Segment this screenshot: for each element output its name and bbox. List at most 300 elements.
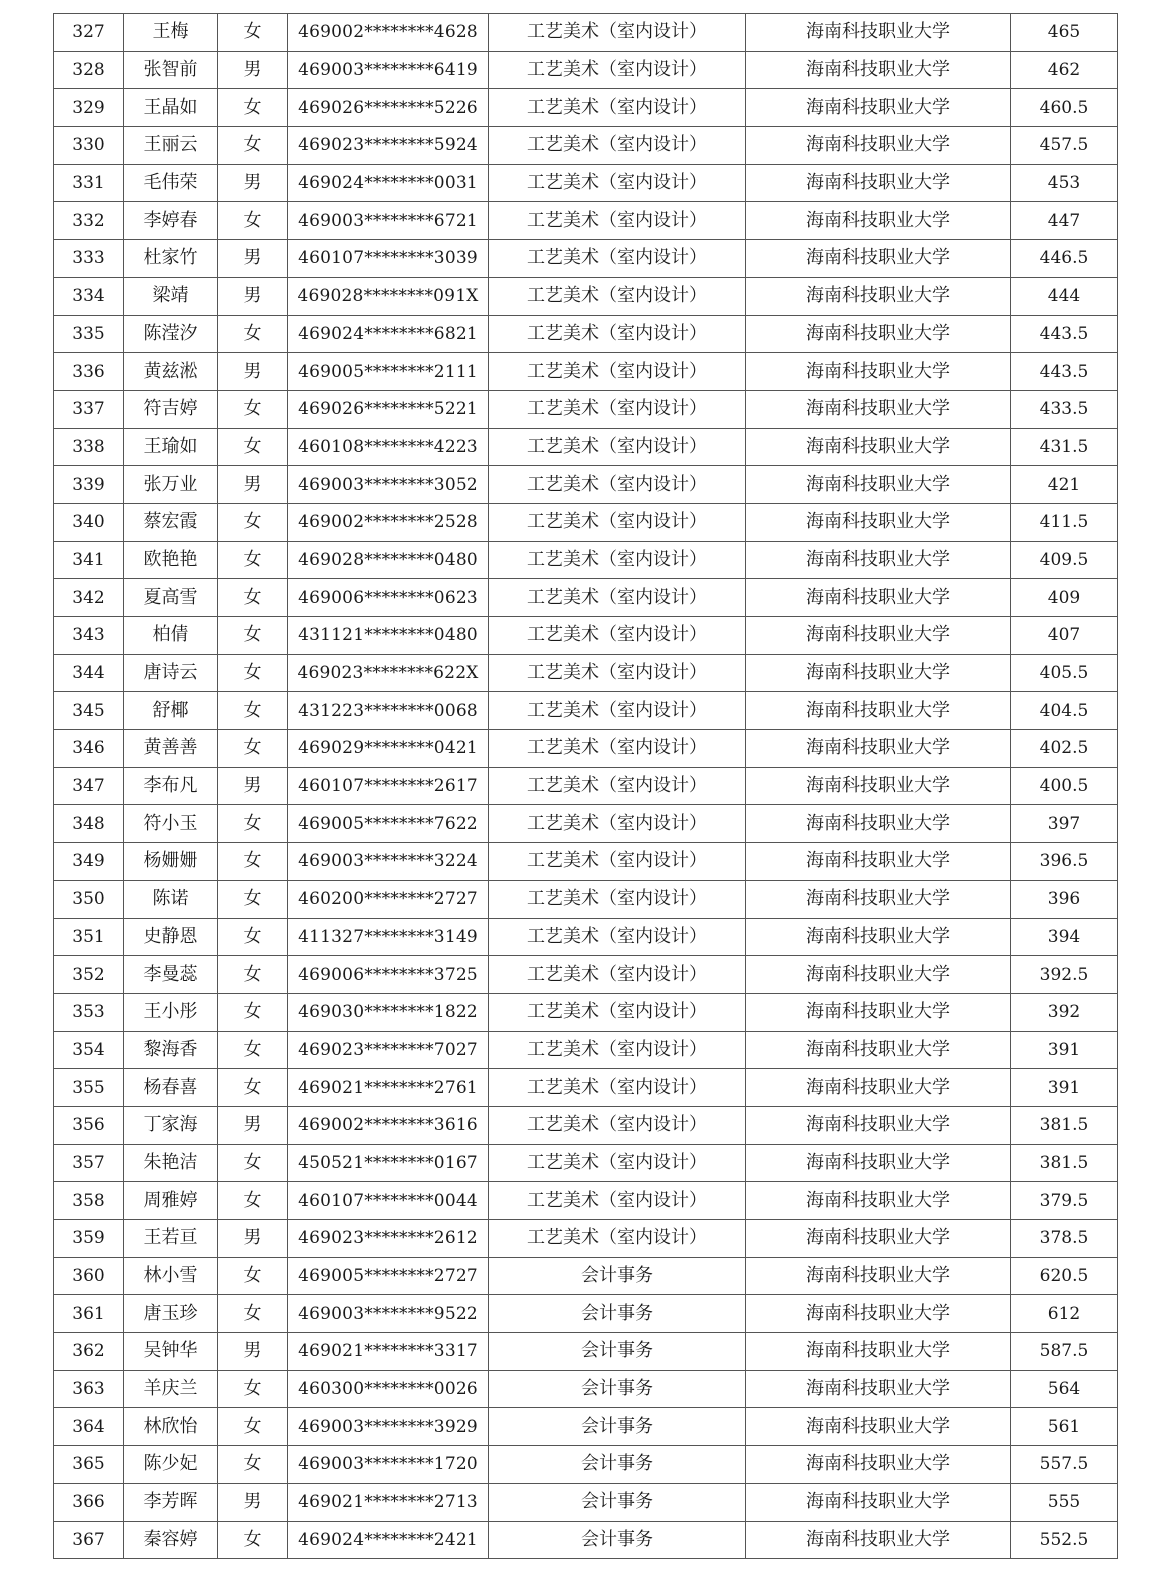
name-cell: 羊庆兰 [124,1370,218,1408]
school-cell: 海南科技职业大学 [746,1031,1011,1069]
name-cell: 王小彤 [124,993,218,1031]
gender-cell: 男 [218,1220,288,1258]
school-cell: 海南科技职业大学 [746,503,1011,541]
score-cell: 465 [1011,14,1118,52]
school-cell: 海南科技职业大学 [746,1370,1011,1408]
major-cell: 工艺美术（室内设计） [489,390,746,428]
major-cell: 工艺美术（室内设计） [489,617,746,655]
row-number-cell: 336 [54,353,124,391]
id-number-cell: 460108********4223 [288,428,489,466]
school-cell: 海南科技职业大学 [746,390,1011,428]
row-number-cell: 331 [54,164,124,202]
major-cell: 工艺美术（室内设计） [489,654,746,692]
name-cell: 周雅婷 [124,1182,218,1220]
id-number-cell: 469029********0421 [288,730,489,768]
score-cell: 446.5 [1011,240,1118,278]
id-number-cell: 469024********0031 [288,164,489,202]
table-row [54,466,1118,504]
id-number-cell: 469023********622X [288,654,489,692]
row-number-cell: 333 [54,240,124,278]
school-cell: 海南科技职业大学 [746,1220,1011,1258]
score-cell: 421 [1011,466,1118,504]
score-cell: 391 [1011,1069,1118,1107]
school-cell: 海南科技职业大学 [746,956,1011,994]
name-cell: 张智前 [124,51,218,89]
row-number-cell: 328 [54,51,124,89]
row-number-cell: 346 [54,730,124,768]
id-number-cell: 469023********7027 [288,1031,489,1069]
gender-cell: 女 [218,1521,288,1559]
gender-cell: 女 [218,127,288,165]
row-number-cell: 367 [54,1521,124,1559]
table-row [54,1182,1118,1220]
score-cell: 407 [1011,617,1118,655]
school-cell: 海南科技职业大学 [746,428,1011,466]
table-row [54,1333,1118,1371]
score-cell: 378.5 [1011,1220,1118,1258]
row-number-cell: 330 [54,127,124,165]
score-cell: 462 [1011,51,1118,89]
major-cell: 工艺美术（室内设计） [489,353,746,391]
id-number-cell: 469005********7622 [288,805,489,843]
row-number-cell: 337 [54,390,124,428]
gender-cell: 男 [218,51,288,89]
score-cell: 612 [1011,1295,1118,1333]
school-cell: 海南科技职业大学 [746,315,1011,353]
name-cell: 陈少妃 [124,1446,218,1484]
name-cell: 李芳晖 [124,1483,218,1521]
gender-cell: 女 [218,1144,288,1182]
gender-cell: 女 [218,730,288,768]
name-cell: 林欣怡 [124,1408,218,1446]
id-number-cell: 469002********3616 [288,1106,489,1144]
school-cell: 海南科技职业大学 [746,277,1011,315]
id-number-cell: 469021********2713 [288,1483,489,1521]
gender-cell: 男 [218,164,288,202]
school-cell: 海南科技职业大学 [746,51,1011,89]
gender-cell: 女 [218,1295,288,1333]
row-number-cell: 339 [54,466,124,504]
score-cell: 552.5 [1011,1521,1118,1559]
table-body [54,14,1118,1559]
score-cell: 381.5 [1011,1144,1118,1182]
name-cell: 欧艳艳 [124,541,218,579]
school-cell: 海南科技职业大学 [746,14,1011,52]
score-cell: 397 [1011,805,1118,843]
score-cell: 557.5 [1011,1446,1118,1484]
name-cell: 符吉婷 [124,390,218,428]
score-cell: 404.5 [1011,692,1118,730]
id-number-cell: 411327********3149 [288,918,489,956]
major-cell: 工艺美术（室内设计） [489,956,746,994]
id-number-cell: 469024********2421 [288,1521,489,1559]
name-cell: 张万业 [124,466,218,504]
gender-cell: 女 [218,541,288,579]
major-cell: 工艺美术（室内设计） [489,805,746,843]
id-number-cell: 469006********0623 [288,579,489,617]
gender-cell: 男 [218,466,288,504]
score-cell: 620.5 [1011,1257,1118,1295]
name-cell: 陈诺 [124,880,218,918]
name-cell: 杜家竹 [124,240,218,278]
major-cell: 工艺美术（室内设计） [489,541,746,579]
major-cell: 会计事务 [489,1257,746,1295]
gender-cell: 女 [218,805,288,843]
name-cell: 唐诗云 [124,654,218,692]
table-row [54,918,1118,956]
major-cell: 工艺美术（室内设计） [489,843,746,881]
gender-cell: 男 [218,353,288,391]
name-cell: 朱艳洁 [124,1144,218,1182]
table-row [54,805,1118,843]
id-number-cell: 469003********3052 [288,466,489,504]
name-cell: 李曼蕊 [124,956,218,994]
score-cell: 453 [1011,164,1118,202]
score-cell: 457.5 [1011,127,1118,165]
gender-cell: 女 [218,956,288,994]
gender-cell: 女 [218,202,288,240]
admission-table [53,13,1118,1559]
name-cell: 秦容婷 [124,1521,218,1559]
table-row [54,617,1118,655]
row-number-cell: 353 [54,993,124,1031]
major-cell: 工艺美术（室内设计） [489,692,746,730]
school-cell: 海南科技职业大学 [746,617,1011,655]
id-number-cell: 460300********0026 [288,1370,489,1408]
major-cell: 工艺美术（室内设计） [489,240,746,278]
major-cell: 工艺美术（室内设计） [489,428,746,466]
table-row [54,1408,1118,1446]
gender-cell: 女 [218,1370,288,1408]
table-row [54,14,1118,52]
school-cell: 海南科技职业大学 [746,767,1011,805]
row-number-cell: 363 [54,1370,124,1408]
gender-cell: 男 [218,1333,288,1371]
school-cell: 海南科技职业大学 [746,692,1011,730]
row-number-cell: 361 [54,1295,124,1333]
name-cell: 柏倩 [124,617,218,655]
major-cell: 会计事务 [489,1333,746,1371]
table-row [54,1069,1118,1107]
school-cell: 海南科技职业大学 [746,89,1011,127]
gender-cell: 男 [218,277,288,315]
name-cell: 夏高雪 [124,579,218,617]
row-number-cell: 347 [54,767,124,805]
score-cell: 587.5 [1011,1333,1118,1371]
id-number-cell: 469026********5221 [288,390,489,428]
school-cell: 海南科技职业大学 [746,1333,1011,1371]
name-cell: 王梅 [124,14,218,52]
school-cell: 海南科技职业大学 [746,1295,1011,1333]
major-cell: 工艺美术（室内设计） [489,315,746,353]
name-cell: 丁家海 [124,1106,218,1144]
name-cell: 杨姗姗 [124,843,218,881]
school-cell: 海南科技职业大学 [746,843,1011,881]
row-number-cell: 332 [54,202,124,240]
score-cell: 444 [1011,277,1118,315]
school-cell: 海南科技职业大学 [746,353,1011,391]
name-cell: 黎海香 [124,1031,218,1069]
row-number-cell: 358 [54,1182,124,1220]
table-row [54,1031,1118,1069]
row-number-cell: 355 [54,1069,124,1107]
score-cell: 411.5 [1011,503,1118,541]
score-cell: 460.5 [1011,89,1118,127]
gender-cell: 女 [218,880,288,918]
score-cell: 381.5 [1011,1106,1118,1144]
school-cell: 海南科技职业大学 [746,202,1011,240]
table-row [54,127,1118,165]
gender-cell: 女 [218,617,288,655]
major-cell: 工艺美术（室内设计） [489,466,746,504]
name-cell: 黄善善 [124,730,218,768]
major-cell: 工艺美术（室内设计） [489,1220,746,1258]
gender-cell: 女 [218,1408,288,1446]
score-cell: 447 [1011,202,1118,240]
id-number-cell: 469005********2727 [288,1257,489,1295]
table-row [54,353,1118,391]
table-row [54,390,1118,428]
major-cell: 工艺美术（室内设计） [489,202,746,240]
row-number-cell: 342 [54,579,124,617]
school-cell: 海南科技职业大学 [746,1483,1011,1521]
table-row [54,51,1118,89]
major-cell: 工艺美术（室内设计） [489,880,746,918]
score-cell: 409 [1011,579,1118,617]
row-number-cell: 354 [54,1031,124,1069]
score-cell: 391 [1011,1031,1118,1069]
row-number-cell: 329 [54,89,124,127]
gender-cell: 女 [218,579,288,617]
gender-cell: 男 [218,240,288,278]
major-cell: 工艺美术（室内设计） [489,51,746,89]
table-row [54,767,1118,805]
row-number-cell: 357 [54,1144,124,1182]
gender-cell: 女 [218,390,288,428]
major-cell: 工艺美术（室内设计） [489,1031,746,1069]
major-cell: 会计事务 [489,1483,746,1521]
name-cell: 史静恩 [124,918,218,956]
table-row [54,541,1118,579]
table-row [54,579,1118,617]
major-cell: 工艺美术（室内设计） [489,89,746,127]
gender-cell: 女 [218,315,288,353]
major-cell: 会计事务 [489,1446,746,1484]
id-number-cell: 469023********2612 [288,1220,489,1258]
id-number-cell: 469003********9522 [288,1295,489,1333]
name-cell: 李婷春 [124,202,218,240]
name-cell: 杨春喜 [124,1069,218,1107]
major-cell: 工艺美术（室内设计） [489,1182,746,1220]
row-number-cell: 359 [54,1220,124,1258]
table-row [54,1521,1118,1559]
score-cell: 433.5 [1011,390,1118,428]
row-number-cell: 344 [54,654,124,692]
school-cell: 海南科技职业大学 [746,1408,1011,1446]
gender-cell: 女 [218,428,288,466]
major-cell: 工艺美术（室内设计） [489,164,746,202]
gender-cell: 女 [218,1031,288,1069]
score-cell: 431.5 [1011,428,1118,466]
id-number-cell: 469002********2528 [288,503,489,541]
school-cell: 海南科技职业大学 [746,1069,1011,1107]
name-cell: 唐玉珍 [124,1295,218,1333]
major-cell: 工艺美术（室内设计） [489,730,746,768]
school-cell: 海南科技职业大学 [746,1521,1011,1559]
row-number-cell: 364 [54,1408,124,1446]
table-row [54,503,1118,541]
row-number-cell: 334 [54,277,124,315]
name-cell: 黄兹淞 [124,353,218,391]
major-cell: 工艺美术（室内设计） [489,1106,746,1144]
school-cell: 海南科技职业大学 [746,466,1011,504]
name-cell: 王晶如 [124,89,218,127]
id-number-cell: 469024********6821 [288,315,489,353]
gender-cell: 女 [218,89,288,127]
major-cell: 会计事务 [489,1370,746,1408]
school-cell: 海南科技职业大学 [746,805,1011,843]
table-row [54,315,1118,353]
school-cell: 海南科技职业大学 [746,654,1011,692]
row-number-cell: 360 [54,1257,124,1295]
gender-cell: 女 [218,654,288,692]
name-cell: 李布凡 [124,767,218,805]
score-cell: 402.5 [1011,730,1118,768]
id-number-cell: 460107********2617 [288,767,489,805]
table-row [54,240,1118,278]
major-cell: 会计事务 [489,1521,746,1559]
gender-cell: 男 [218,767,288,805]
name-cell: 蔡宏霞 [124,503,218,541]
table-row [54,692,1118,730]
row-number-cell: 356 [54,1106,124,1144]
gender-cell: 女 [218,1446,288,1484]
gender-cell: 女 [218,692,288,730]
row-number-cell: 327 [54,14,124,52]
major-cell: 工艺美术（室内设计） [489,579,746,617]
table-row [54,993,1118,1031]
id-number-cell: 469003********3224 [288,843,489,881]
school-cell: 海南科技职业大学 [746,164,1011,202]
table-row [54,1446,1118,1484]
id-number-cell: 431121********0480 [288,617,489,655]
gender-cell: 女 [218,1182,288,1220]
table-row [54,1144,1118,1182]
table-row [54,1257,1118,1295]
table-row [54,202,1118,240]
table-row [54,89,1118,127]
row-number-cell: 362 [54,1333,124,1371]
row-number-cell: 335 [54,315,124,353]
major-cell: 工艺美术（室内设计） [489,993,746,1031]
table-row [54,730,1118,768]
row-number-cell: 343 [54,617,124,655]
gender-cell: 男 [218,1483,288,1521]
name-cell: 梁靖 [124,277,218,315]
score-cell: 394 [1011,918,1118,956]
id-number-cell: 431223********0068 [288,692,489,730]
score-cell: 409.5 [1011,541,1118,579]
id-number-cell: 469003********6419 [288,51,489,89]
school-cell: 海南科技职业大学 [746,240,1011,278]
table-row [54,1483,1118,1521]
name-cell: 陈滢汐 [124,315,218,353]
name-cell: 王瑜如 [124,428,218,466]
id-number-cell: 469028********0480 [288,541,489,579]
id-number-cell: 469021********3317 [288,1333,489,1371]
id-number-cell: 469026********5226 [288,89,489,127]
major-cell: 会计事务 [489,1295,746,1333]
school-cell: 海南科技职业大学 [746,127,1011,165]
gender-cell: 女 [218,14,288,52]
table-row [54,1106,1118,1144]
id-number-cell: 469003********3929 [288,1408,489,1446]
id-number-cell: 469006********3725 [288,956,489,994]
school-cell: 海南科技职业大学 [746,1257,1011,1295]
score-cell: 392 [1011,993,1118,1031]
name-cell: 舒椰 [124,692,218,730]
score-cell: 396.5 [1011,843,1118,881]
row-number-cell: 350 [54,880,124,918]
school-cell: 海南科技职业大学 [746,1106,1011,1144]
row-number-cell: 366 [54,1483,124,1521]
table-row [54,1370,1118,1408]
table-row [54,1295,1118,1333]
id-number-cell: 469003********1720 [288,1446,489,1484]
table-row [54,1220,1118,1258]
table-row [54,843,1118,881]
table-row [54,277,1118,315]
id-number-cell: 450521********0167 [288,1144,489,1182]
score-cell: 443.5 [1011,353,1118,391]
score-cell: 405.5 [1011,654,1118,692]
row-number-cell: 341 [54,541,124,579]
id-number-cell: 469002********4628 [288,14,489,52]
gender-cell: 男 [218,1106,288,1144]
row-number-cell: 365 [54,1446,124,1484]
table-row [54,956,1118,994]
school-cell: 海南科技职业大学 [746,880,1011,918]
table-row [54,880,1118,918]
id-number-cell: 469005********2111 [288,353,489,391]
row-number-cell: 340 [54,503,124,541]
name-cell: 吴钟华 [124,1333,218,1371]
row-number-cell: 348 [54,805,124,843]
school-cell: 海南科技职业大学 [746,993,1011,1031]
score-cell: 564 [1011,1370,1118,1408]
gender-cell: 女 [218,1069,288,1107]
major-cell: 工艺美术（室内设计） [489,918,746,956]
table-row [54,164,1118,202]
gender-cell: 女 [218,843,288,881]
major-cell: 工艺美术（室内设计） [489,503,746,541]
name-cell: 林小雪 [124,1257,218,1295]
gender-cell: 女 [218,993,288,1031]
gender-cell: 女 [218,503,288,541]
score-cell: 392.5 [1011,956,1118,994]
score-cell: 396 [1011,880,1118,918]
school-cell: 海南科技职业大学 [746,1144,1011,1182]
school-cell: 海南科技职业大学 [746,579,1011,617]
score-cell: 400.5 [1011,767,1118,805]
major-cell: 工艺美术（室内设计） [489,277,746,315]
name-cell: 王丽云 [124,127,218,165]
name-cell: 符小玉 [124,805,218,843]
major-cell: 工艺美术（室内设计） [489,14,746,52]
table-row [54,654,1118,692]
gender-cell: 女 [218,1257,288,1295]
major-cell: 工艺美术（室内设计） [489,1069,746,1107]
